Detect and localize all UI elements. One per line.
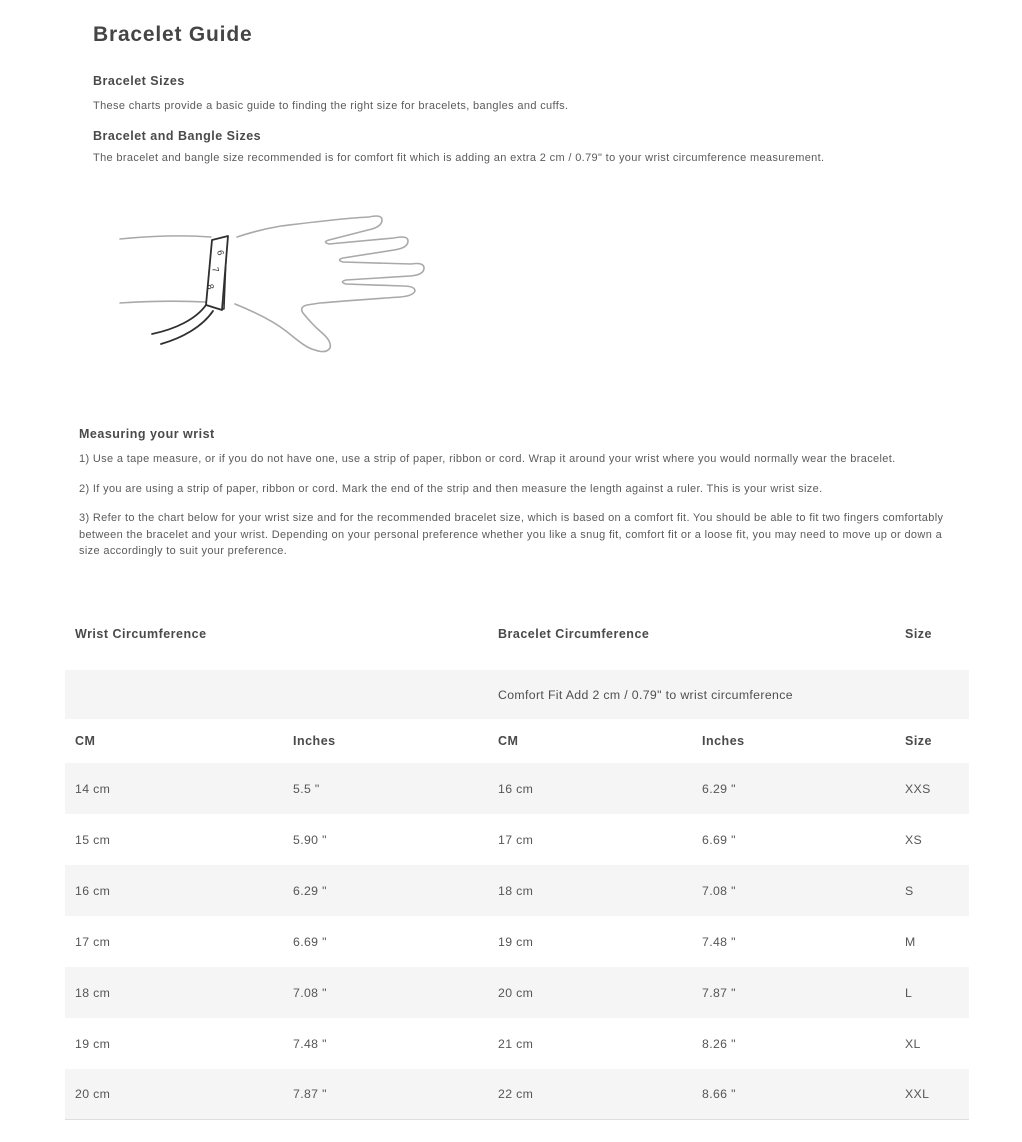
table-cell: 21 cm xyxy=(498,1036,534,1051)
table-cell: 18 cm xyxy=(75,985,111,1000)
table-cell: 19 cm xyxy=(498,934,534,949)
table-cell: 8.66 " xyxy=(702,1087,736,1101)
table-cell: 7.48 " xyxy=(293,1036,327,1051)
tape-number-7: 7 xyxy=(210,266,221,274)
measuring-step-1: 1) Use a tape measure, or if you do not have one, use a strip of paper, ribbon or cord. Wrap it around your wrist where you would normally wear the bracelet. xyxy=(79,453,896,465)
table-cell: 14 cm xyxy=(75,781,111,796)
col-header-cm-wrist: CM xyxy=(75,734,96,748)
table-cell: 7.87 " xyxy=(293,1087,327,1101)
table-row xyxy=(65,967,969,1018)
table-cell: 7.48 " xyxy=(702,934,736,949)
table-cell: XS xyxy=(905,832,923,847)
comfort-fit-note: Comfort Fit Add 2 cm / 0.79" to wrist circumference xyxy=(498,687,793,702)
comfort-fit-note-row xyxy=(65,670,969,719)
bracelet-bangle-sizes-text: The bracelet and bangle size recommended is for comfort fit which is adding an extra 2 cm / 0.79" to your wrist circumference measurement. xyxy=(93,152,825,164)
table-cell: 6.29 " xyxy=(293,883,327,898)
measuring-step-2: 2) If you are using a strip of paper, ribbon or cord. Mark the end of the strip and then measure the length against a ruler. This is your wrist size. xyxy=(79,483,823,495)
col-header-cm-bracelet: CM xyxy=(498,734,519,748)
tape-number-6: 6 xyxy=(215,249,226,257)
table-cell: 16 cm xyxy=(498,781,534,796)
group-header-wrist: Wrist Circumference xyxy=(75,627,207,641)
table-cell: L xyxy=(905,985,913,1000)
table-cell: XXL xyxy=(905,1087,930,1101)
table-cell: 18 cm xyxy=(498,883,534,898)
table-cell: 7.87 " xyxy=(702,985,736,1000)
table-cell: 16 cm xyxy=(75,883,111,898)
table-cell: 19 cm xyxy=(75,1036,111,1051)
table-group-header-row xyxy=(65,618,969,670)
table-row xyxy=(65,1018,969,1069)
table-row xyxy=(65,865,969,916)
table-cell: 6.29 " xyxy=(702,781,736,796)
bracelet-bangle-sizes-heading: Bracelet and Bangle Sizes xyxy=(93,129,262,143)
table-cell: 15 cm xyxy=(75,832,111,847)
table-cell: 6.69 " xyxy=(702,832,736,847)
group-header-size: Size xyxy=(905,627,933,641)
table-column-header-row xyxy=(65,719,969,763)
table-cell: S xyxy=(905,883,914,898)
table-cell: XL xyxy=(905,1036,921,1051)
table-cell: 7.08 " xyxy=(702,883,736,898)
table-row xyxy=(65,1069,969,1120)
table-cell: 17 cm xyxy=(75,934,111,949)
measuring-step-3: 3) Refer to the chart below for your wrist size and for the recommended bracelet size, which is based on a comfort fit. You should be able to fit two fingers comfortably between the bracelet and your wrist. Depending on your personal preference whether you like a snug fit, comfort fit or a loose fit, you may need to move up or down a size accordingly to suit your preference. xyxy=(79,512,944,557)
table-cell: 5.5 " xyxy=(293,781,320,796)
table-cell: M xyxy=(905,934,916,949)
measuring-wrist-heading: Measuring your wrist xyxy=(79,427,215,441)
table-cell: 6.69 " xyxy=(293,934,327,949)
tape-number-8: 8 xyxy=(205,283,216,291)
bracelet-sizes-heading: Bracelet Sizes xyxy=(93,74,185,88)
table-cell: 17 cm xyxy=(498,832,534,847)
col-header-inches-wrist: Inches xyxy=(293,734,336,748)
col-header-size: Size xyxy=(905,734,933,748)
table-cell: 20 cm xyxy=(498,985,534,1000)
size-table-body xyxy=(65,763,969,1120)
table-row xyxy=(65,916,969,967)
table-cell: 8.26 " xyxy=(702,1036,736,1051)
table-cell: 7.08 " xyxy=(293,985,327,1000)
table-cell: 20 cm xyxy=(75,1087,111,1101)
page-title: Bracelet Guide xyxy=(93,23,253,46)
col-header-inches-bracelet: Inches xyxy=(702,734,745,748)
table-cell: 5.90 " xyxy=(293,832,327,847)
bracelet-sizes-text: These charts provide a basic guide to finding the right size for bracelets, bangles and cuffs. xyxy=(93,100,569,112)
group-header-bracelet: Bracelet Circumference xyxy=(498,627,650,641)
wrist-measurement-illustration xyxy=(110,198,450,370)
table-row xyxy=(65,763,969,814)
table-cell: 22 cm xyxy=(498,1087,534,1101)
table-row xyxy=(65,814,969,865)
size-chart-table xyxy=(65,618,969,1120)
table-cell: XXS xyxy=(905,781,931,796)
